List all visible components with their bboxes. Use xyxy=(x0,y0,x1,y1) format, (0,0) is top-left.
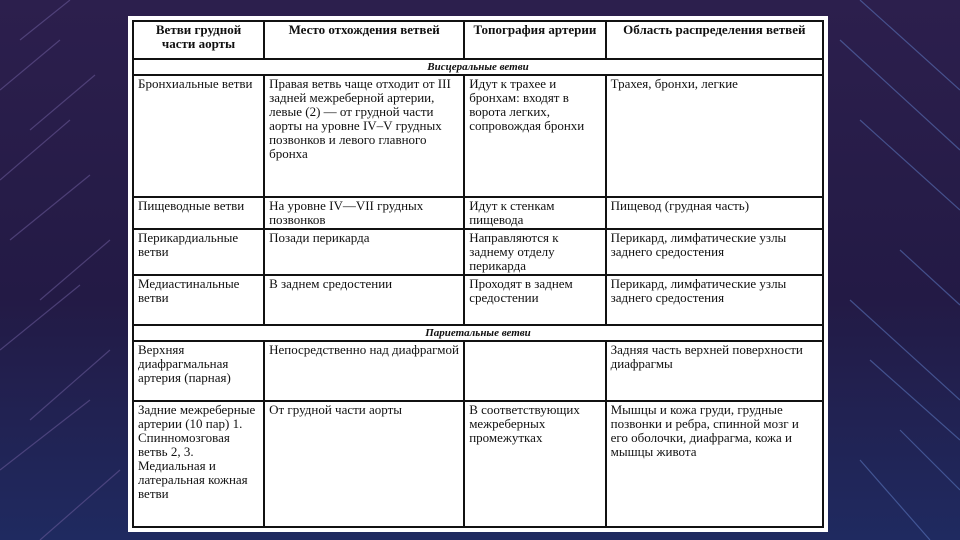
header-cell: Область распределения ветвей xyxy=(606,21,823,59)
table-cell: Мышцы и кожа груди, грудные позвонки и ребра, спинной мозг и его оболочки, диафрагма, кожа и мышцы живота xyxy=(606,401,823,527)
table-cell: Перикардиальные ветви xyxy=(133,229,264,275)
table-cell: Пищевод (грудная часть) xyxy=(606,197,823,229)
table-cell: Верхняя диафрагмальная артерия (парная) xyxy=(133,341,264,401)
table-cell: На уровне IV—VII грудных позвонков xyxy=(264,197,464,229)
table-cell: В заднем средостении xyxy=(264,275,464,325)
table-cell: Трахея, бронхи, легкие xyxy=(606,75,823,197)
table-cell: Идут к стенкам пищевода xyxy=(464,197,605,229)
table-row xyxy=(133,401,823,527)
header-cell: Топография артерии xyxy=(464,21,605,59)
table-cell: Идут к трахее и бронхам: входят в ворота легких, сопровождая бронхи xyxy=(464,75,605,197)
table-cell xyxy=(464,341,605,401)
header-cell: Место отхождения ветвей xyxy=(264,21,464,59)
table-cell: Непосредственно над диафрагмой xyxy=(264,341,464,401)
section-row xyxy=(133,325,823,341)
section-parietal-title: Париетальные ветви xyxy=(133,325,823,341)
table-cell: Направляются к заднему отделу перикарда xyxy=(464,229,605,275)
table-cell: Перикард, лимфатические узлы заднего средостения xyxy=(606,229,823,275)
table-cell: Бронхиальные ветви xyxy=(133,75,264,197)
table-sheet xyxy=(128,16,828,532)
header-row xyxy=(133,21,823,59)
table-cell: Правая ветвь чаще отходит от III задней межреберной артерии, левые (2) — от грудной части аорты на уровне IV–V грудных позвонков и левого главного бронха xyxy=(264,75,464,197)
section-visceral-title: Висцеральные ветви xyxy=(133,59,823,75)
section-row xyxy=(133,59,823,75)
table-cell: Медиастинальные ветви xyxy=(133,275,264,325)
table-cell: От грудной части аорты xyxy=(264,401,464,527)
table-row xyxy=(133,75,823,197)
table-cell: Задние межреберные артерии (10 пар) 1. Спинномозговая ветвь 2, 3. Медиальная и латеральная кожная ветви xyxy=(133,401,264,527)
table-row xyxy=(133,197,823,229)
table-row xyxy=(133,341,823,401)
arteries-table xyxy=(132,20,824,528)
table-row xyxy=(133,275,823,325)
table-cell: Задняя часть верхней поверхности диафрагмы xyxy=(606,341,823,401)
table-cell: Позади перикарда xyxy=(264,229,464,275)
table-cell: Проходят в заднем средостении xyxy=(464,275,605,325)
table-cell: В соответствующих межреберных промежутках xyxy=(464,401,605,527)
table-row xyxy=(133,229,823,275)
header-cell: Ветви грудной части аорты xyxy=(133,21,264,59)
table-cell: Пищеводные ветви xyxy=(133,197,264,229)
table-cell: Перикард, лимфатические узлы заднего средостения xyxy=(606,275,823,325)
